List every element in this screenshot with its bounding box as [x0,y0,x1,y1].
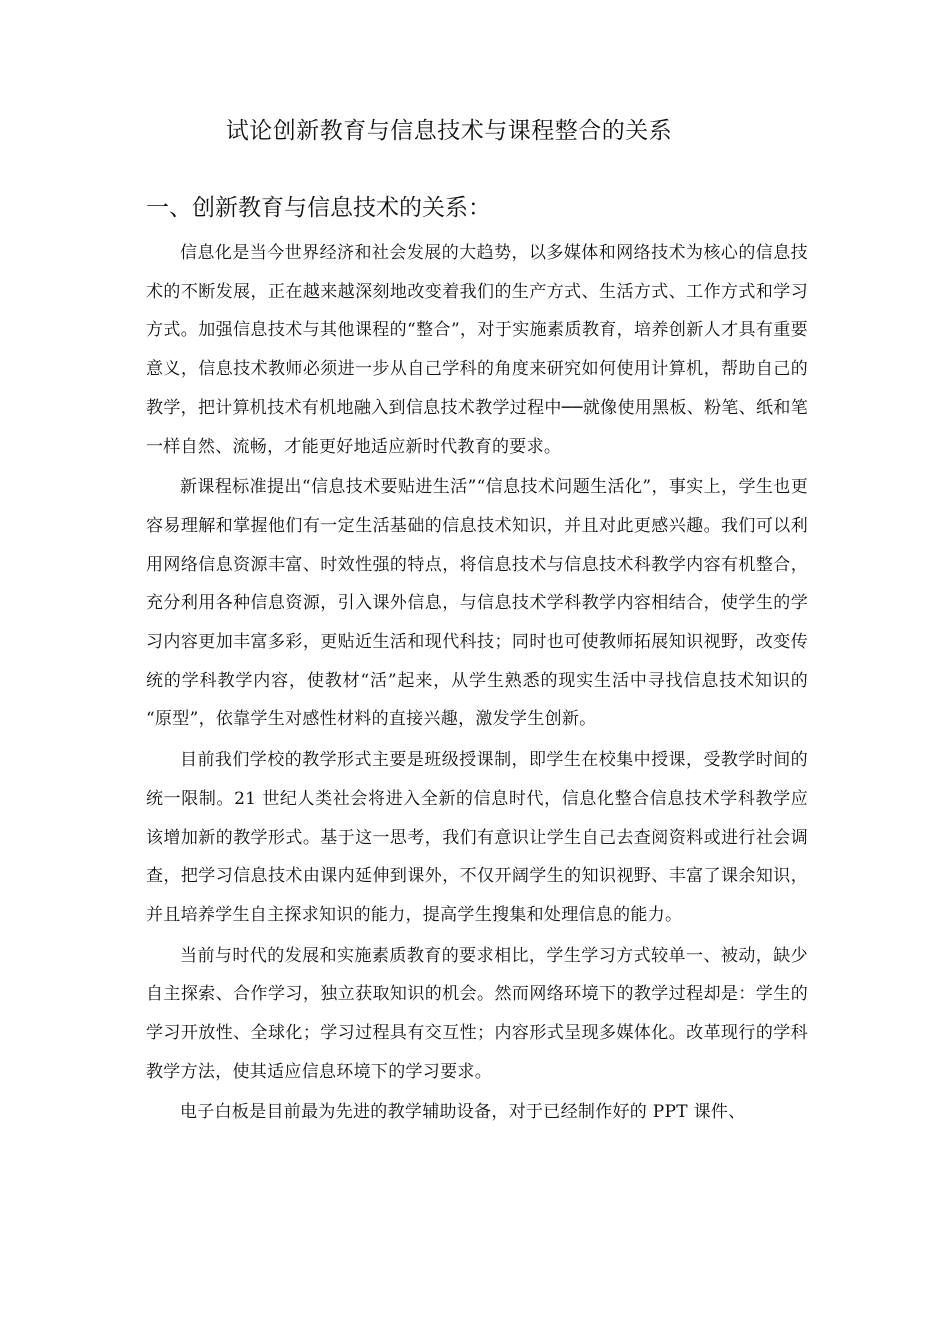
paragraph: 新课程标准提出“信息技术要贴进生活”“信息技术问题生活化”，事实上，学生也更容易理解和掌握他们有一定生活基础的信息技术知识，并且对此更感兴趣。我们可以利用网络信息资源丰富、时效性强的特点，将信息技术与信息技术科教学内容有机整合，充分利用各种信息资源，引入课外信息，与信息技术学科教学内容相结合，使学生的学习内容更加丰富多彩，更贴近生活和现代科技；同时也可使教师拓展知识视野，改变传统的学科教学内容，使教材“活”起来，从学生熟悉的现实生活中寻找信息技术知识的 “原型”，依靠学生对感性材料的直接兴趣，激发学生创新。 [146,477,808,730]
paragraph: 当前与时代的发展和实施素质教育的要求相比，学生学习方式较单一、被动，缺少自主探索、合作学习，独立获取知识的机会。然而网络环境下的教学过程却是：学生的学习开放性、全球化；学习过程具有交互性；内容形式呈现多媒体化。改革现行的学科教学方法，使其适应信息环境下的学习要求。 [146,945,808,1082]
paragraph: 信息化是当今世界经济和社会发展的大趋势，以多媒体和网络技术为核心的信息技术的不断发展，正在越来越深刻地改变着我们的生产方式、生活方式、工作方式和学习方式。加强信息技术与其他课程的“整合”，对于实施素质教育，培养创新人才具有重要意义，信息技术教师必须进一步从自己学科的角度来研究如何使用计算机，帮助自己的教学，把计算机技术有机地融入到信息技术教学过程中──就像使用黑板、粉笔、纸和笔一样自然、流畅，才能更好地适应新时代教育的要求。 [146,243,808,457]
document-body [146,234,808,1134]
section-heading: 一、创新教育与信息技术的关系： [146,195,491,221]
paragraph: 电子白板是目前最为先进的教学辅助设备，对于已经制作好的 PPT 课件、 [180,1102,746,1123]
document-title: 试论创新教育与信息技术与课程整合的关系 [225,118,673,144]
paragraph: 目前我们学校的教学形式主要是班级授课制，即学生在校集中授课，受教学时间的统一限制。21 世纪人类社会将进入全新的信息时代，信息化整合信息技术学科教学应该增加新的教学形式。基于这一思考，我们有意识让学生自己去查阅资料或进行社会调查，把学习信息技术由课内延伸到课外，不仅开阔学生的知识视野、丰富了课余知识，并且培养学生自主探求知识的能力，提高学生搜集和处理信息的能力。 [146,750,808,925]
